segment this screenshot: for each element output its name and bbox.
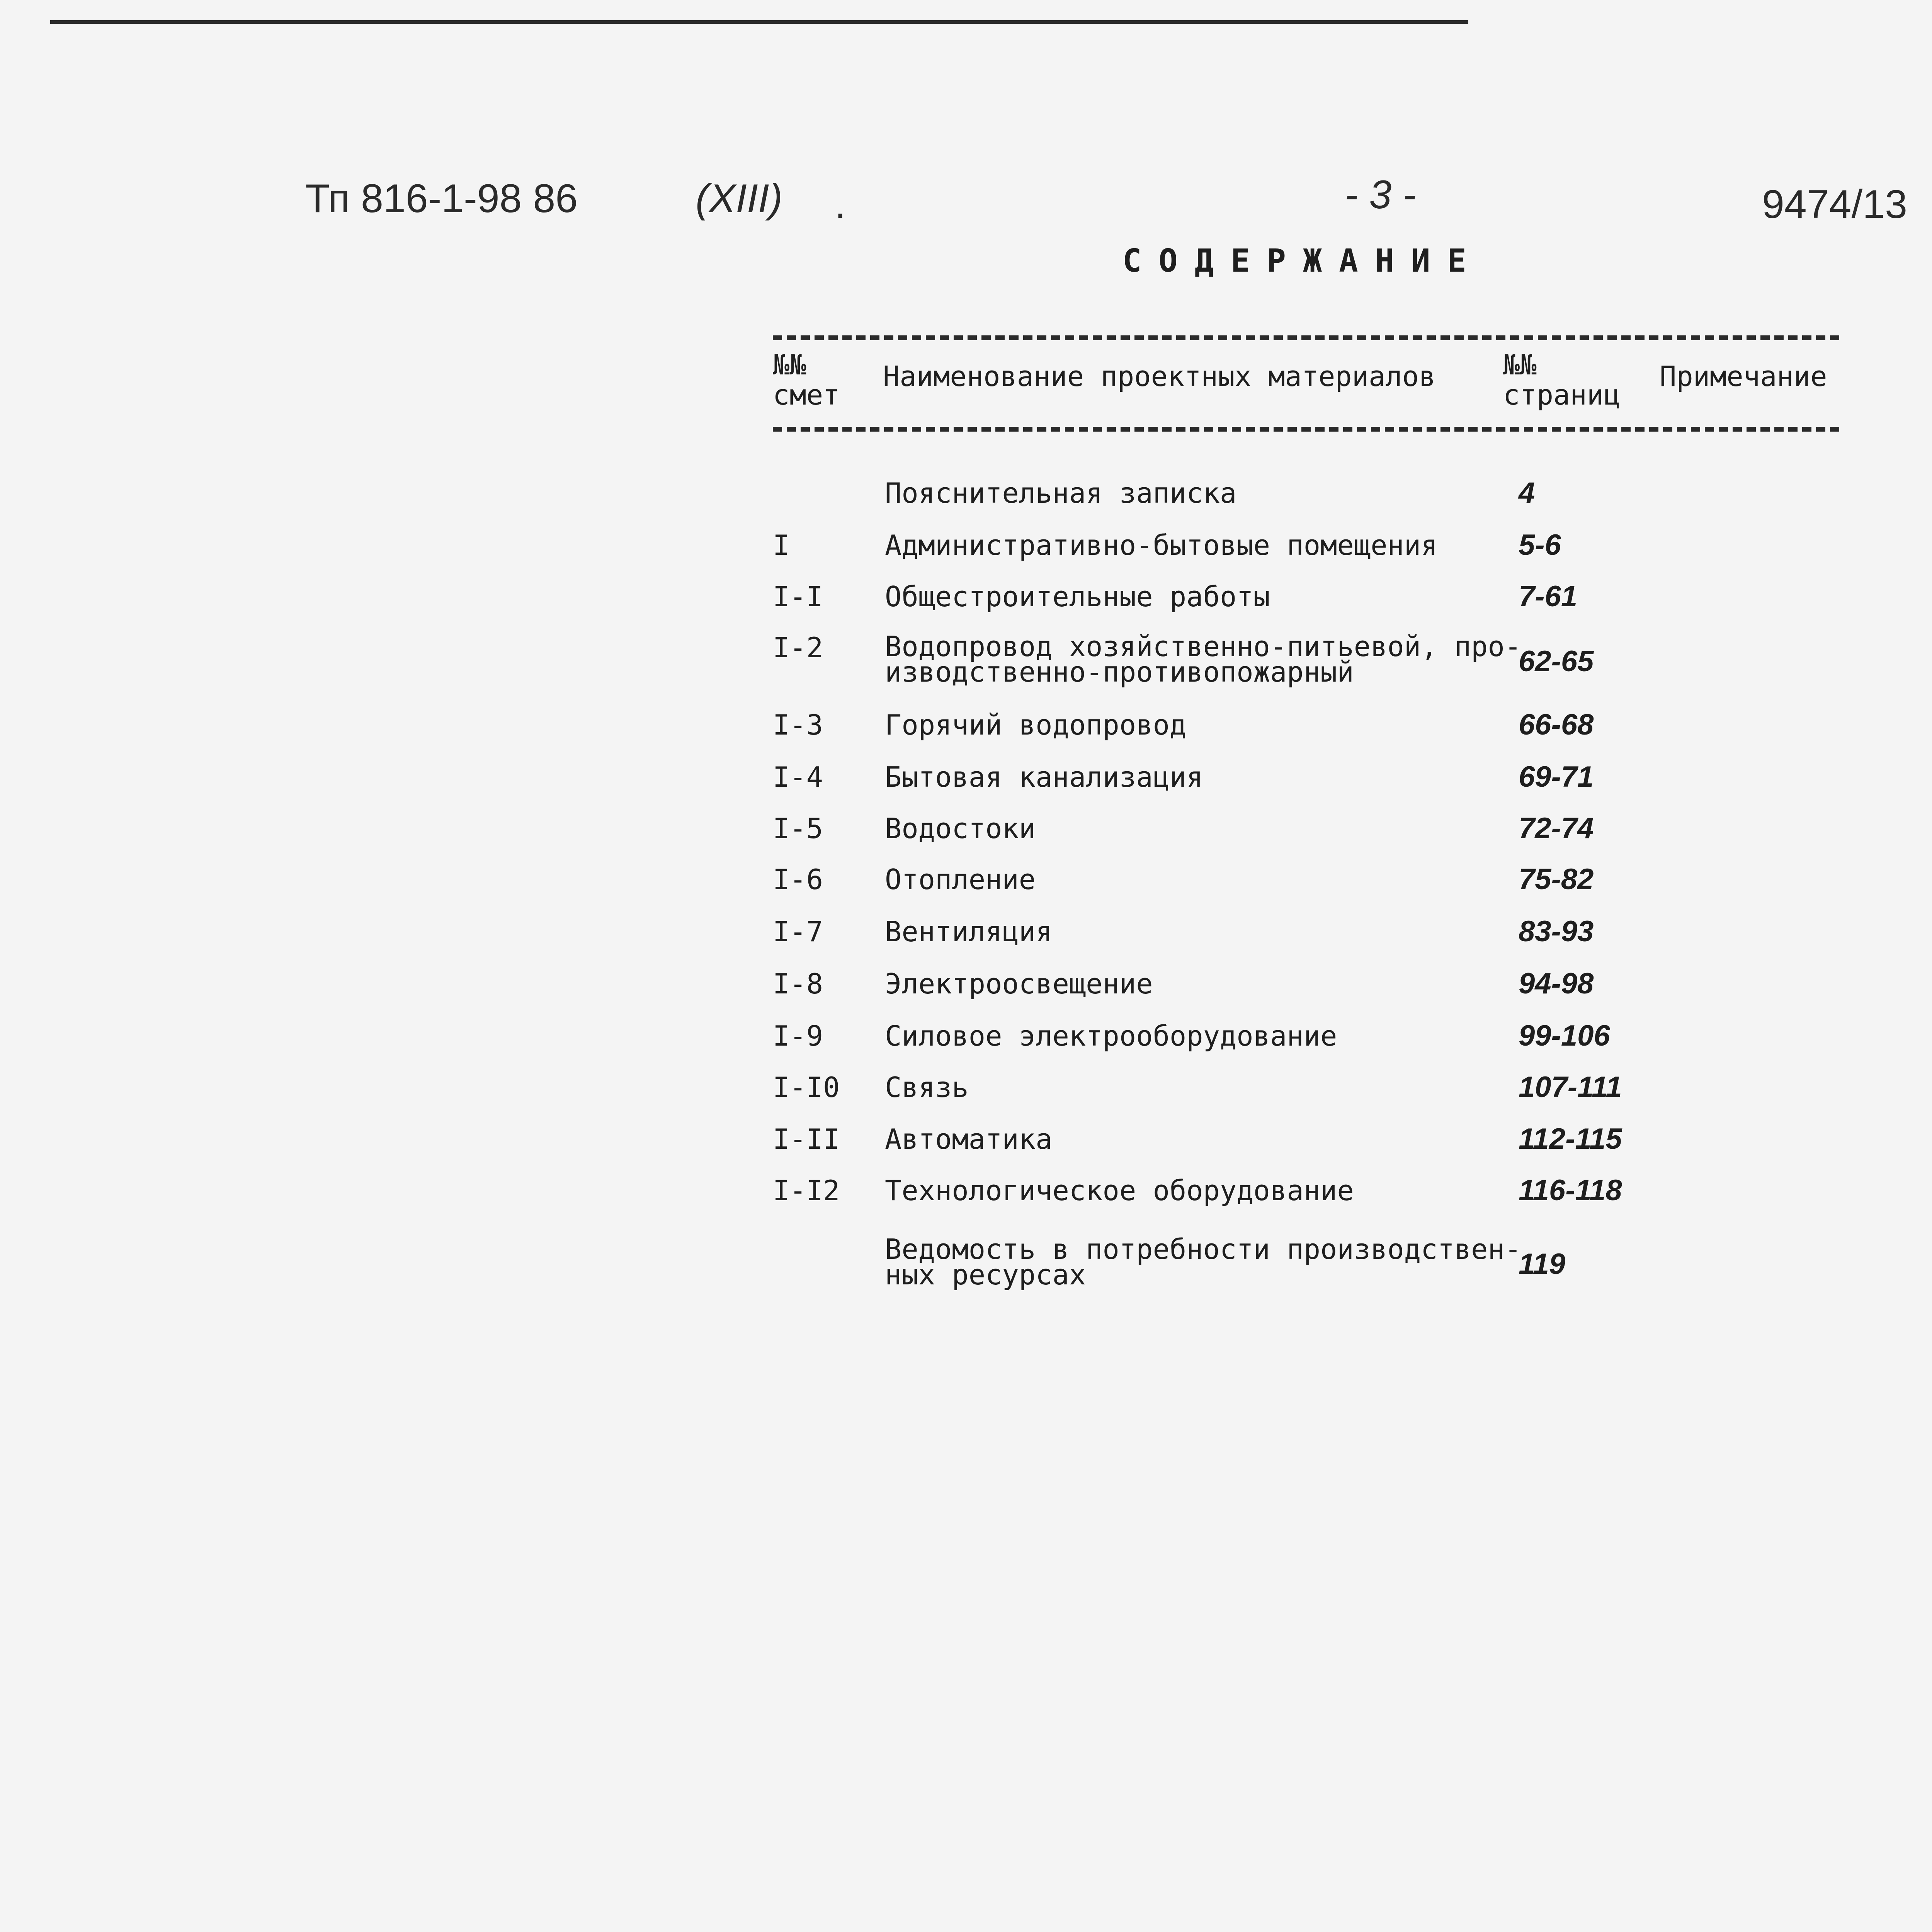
page-range: 5-6 [1519, 529, 1561, 561]
document-code: Тп 816-1-98 86 [305, 176, 578, 221]
material-name: Водостоки [885, 812, 1036, 845]
page-range: 94-98 [1519, 967, 1594, 1000]
material-name: Связь [885, 1071, 969, 1104]
table-row [0, 531, 1932, 570]
column-header-note: Примечание [1660, 360, 1827, 393]
page-range: 116-118 [1519, 1174, 1622, 1207]
material-name: Силовое электрооборудование [885, 1020, 1337, 1052]
material-name: Автоматика [885, 1123, 1053, 1155]
table-row [0, 1073, 1932, 1112]
top-border-line [50, 20, 1468, 24]
table-row [0, 476, 1932, 518]
estimate-number: I-9 [773, 1020, 823, 1052]
table-row [0, 1174, 1932, 1215]
page-number: - 3 - [1345, 172, 1416, 217]
column-header-pages-line1: №№ [1503, 349, 1537, 381]
estimate-number: I-6 [773, 863, 823, 896]
page-range: 7-61 [1519, 580, 1578, 613]
estimate-number: I-7 [773, 915, 823, 948]
estimate-number: I-5 [773, 812, 823, 845]
table-row [0, 1233, 1932, 1291]
estimate-number: I-I2 [773, 1174, 840, 1207]
material-name: Отопление [885, 863, 1036, 896]
column-header-estimate-no [773, 350, 840, 410]
dot-mark: . [835, 182, 846, 227]
table-row [0, 630, 1932, 688]
table-row [0, 915, 1932, 956]
table-row [0, 812, 1932, 853]
material-name: Горячий водопровод [885, 709, 1187, 741]
estimate-number: I-II [773, 1123, 840, 1155]
table-row [0, 863, 1932, 904]
table-row [0, 967, 1932, 1009]
material-name: Пояснительная записка [885, 477, 1237, 509]
table-row [0, 760, 1932, 802]
archive-number: 9474/13 [1762, 182, 1907, 227]
column-header-name: Наименование проектных материалов [883, 360, 1436, 393]
table-row [0, 1019, 1932, 1061]
page-range: 107-111 [1519, 1071, 1622, 1104]
material-name: Водопровод хозяйственно-питьевой, про- изводственно-противопожарный [885, 630, 1522, 688]
section-number: (XIII) [696, 176, 783, 221]
estimate-number: I-3 [773, 709, 823, 741]
material-name: Технологическое оборудование [885, 1174, 1354, 1207]
page-title: СОДЕРЖАНИЕ [1122, 243, 1483, 279]
column-header-pages-line2: страниц [1503, 379, 1621, 411]
material-name: Административно-бытовые помещения [885, 529, 1438, 561]
column-header-pages [1503, 350, 1620, 410]
page-range: 112-115 [1519, 1122, 1622, 1155]
table-row [0, 708, 1932, 750]
table-top-rule [773, 335, 1839, 340]
material-name: Электроосвещение [885, 968, 1153, 1000]
estimate-number: I-I0 [773, 1071, 840, 1104]
material-name: Бытовая канализация [885, 761, 1203, 793]
page-range: 69-71 [1519, 760, 1594, 793]
material-name: Ведомость в потребности производствен- ных ресурсах [885, 1233, 1522, 1291]
page-range: 99-106 [1519, 1019, 1610, 1052]
page-range: 72-74 [1519, 812, 1594, 845]
page-range: 119 [1519, 1248, 1566, 1281]
estimate-number: I [773, 529, 790, 561]
column-header-estimate-no-line1: №№ [773, 349, 806, 381]
page-range: 4 [1519, 476, 1535, 509]
material-name: Общестроительные работы [885, 580, 1270, 613]
page-range: 83-93 [1519, 915, 1594, 948]
estimate-number: I-2 [773, 631, 823, 664]
estimate-number: I-8 [773, 968, 823, 1000]
table-row [0, 1122, 1932, 1164]
column-header-estimate-no-line2: смет [773, 379, 840, 411]
table-row [0, 580, 1932, 621]
estimate-number: I-4 [773, 761, 823, 793]
estimate-number: I-I [773, 580, 823, 613]
material-name: Вентиляция [885, 915, 1053, 948]
page-range: 66-68 [1519, 708, 1594, 741]
page-range: 75-82 [1519, 863, 1594, 896]
page-range: 62-65 [1519, 645, 1594, 678]
table-header-rule [773, 427, 1839, 432]
